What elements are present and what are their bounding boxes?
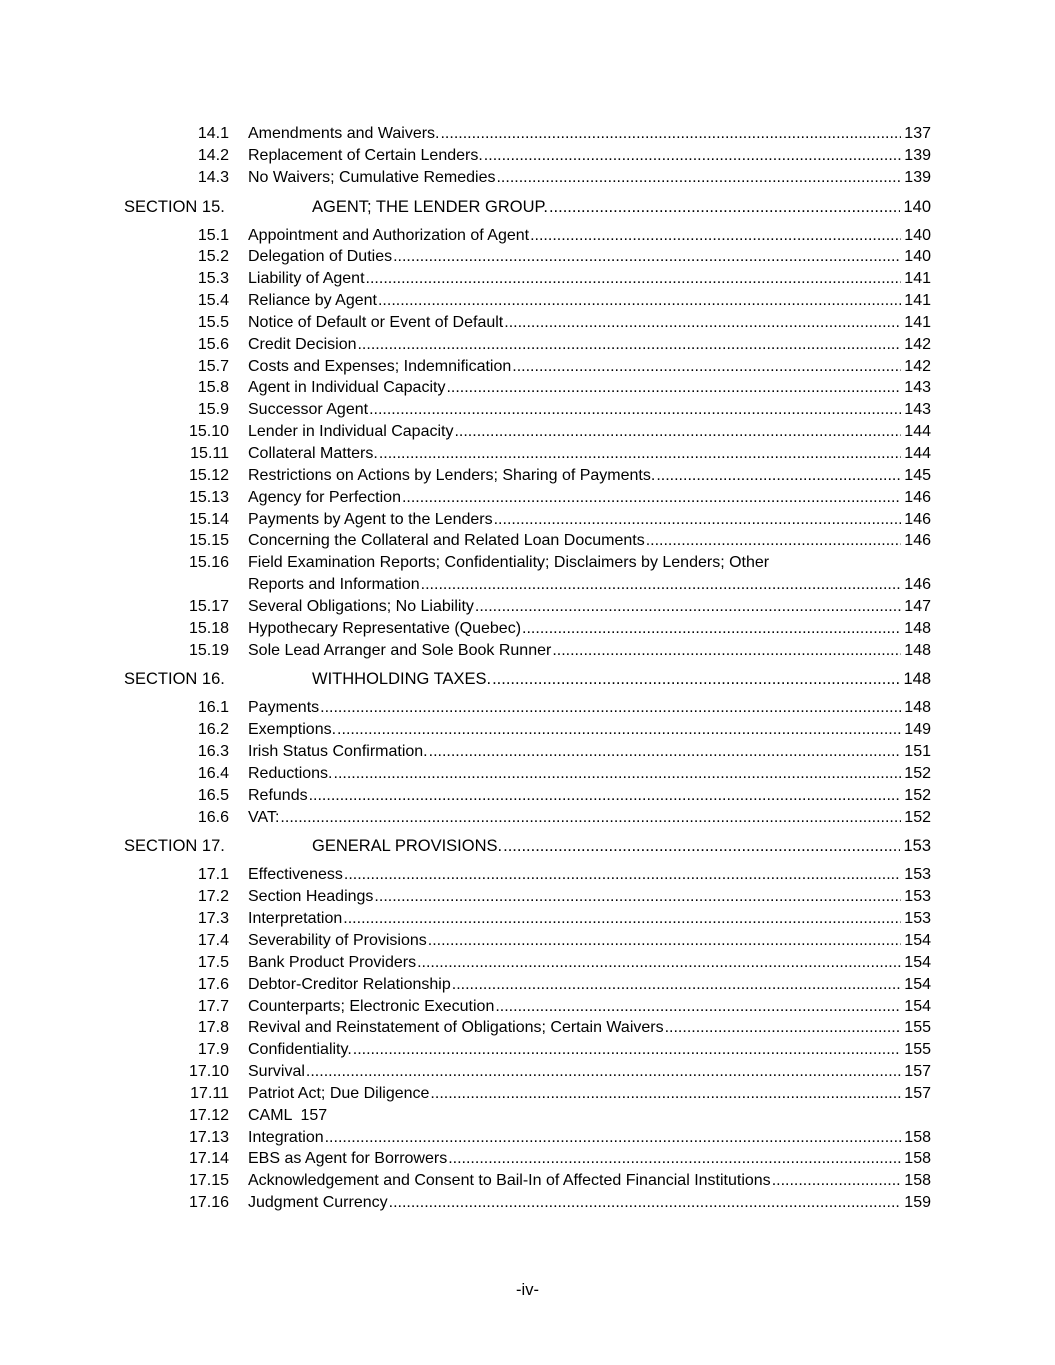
dot-leader [494,509,902,531]
toc-entry[interactable] [0,421,1055,443]
toc-entry-page: 153 [903,837,931,856]
toc-entry-line [312,666,931,692]
toc-entry-page: 151 [904,743,931,761]
toc-entry-line [248,225,931,247]
toc-entry-title: Effectiveness [248,866,343,884]
toc-entry-number: 17.4 [197,932,229,949]
toc-entry-line [248,509,931,531]
toc-entry-page: 153 [904,910,931,928]
toc-entry[interactable] [0,1017,1055,1039]
toc-entry[interactable] [0,741,1055,763]
toc-entry-title: Section Headings [248,888,374,906]
toc-entry-number: 17.5 [197,953,229,971]
toc-entry-line [248,443,931,465]
toc-entry-number: 17.7 [197,997,229,1015]
toc-entry-number: 17.12 [188,1106,229,1124]
toc-entry-line [248,487,931,509]
toc-entry-line [248,1017,931,1039]
toc-entry-title: Reductions. [248,764,333,782]
toc-entry-number: 17.14 [188,1150,229,1168]
dot-leader [306,1061,901,1083]
toc-entry-number: 15.17 [188,597,229,615]
toc-entry-page: 158 [904,1128,931,1146]
toc-entry-number: 17.10 [188,1063,229,1081]
toc-entry[interactable] [0,719,1055,741]
dot-leader [495,996,901,1018]
dot-leader [309,785,902,807]
toc-entry[interactable] [0,268,1055,290]
dot-leader [325,1127,902,1149]
toc-entry[interactable] [0,552,1055,574]
toc-entry[interactable] [0,807,1055,829]
toc-entry-title: Refunds [248,786,308,804]
toc-entry-line [248,530,931,552]
toc-section-title: WITHHOLDING TAXES. [312,670,492,689]
toc-entry-line [248,996,931,1018]
toc-entry[interactable] [0,640,1055,662]
toc-entry-number: 17.16 [188,1194,229,1212]
toc-entry[interactable] [0,1105,1055,1127]
toc-entry-title: Payments by Agent to the Lenders [248,510,493,528]
toc-entry-line [248,596,931,618]
toc-entry-line [248,268,931,290]
toc-entry-line [248,145,931,167]
toc-entry[interactable] [0,509,1055,531]
toc-entry-page: 155 [904,1019,931,1037]
toc-entry-line [248,1039,931,1061]
toc-entry-line [248,785,931,807]
toc-entry[interactable] [0,1061,1055,1083]
toc-entry-number: 15.12 [188,466,229,484]
toc-entry-page: 146 [904,510,931,528]
toc-entry-title: Amendments and Waivers. [248,125,440,142]
toc-entry-title: Revival and Reinstatement of Obligations; Certain Waivers [248,1019,664,1037]
toc-entry-number: 17.15 [188,1172,229,1190]
toc-entry-line [248,167,931,189]
toc-entry-number: 17.8 [197,1019,229,1037]
toc-entry-title: Collateral Matters. [248,444,378,462]
toc-entry-number: 15.8 [197,379,229,397]
toc-entry[interactable] [0,530,1055,552]
dot-leader [440,123,901,145]
toc-entry-title: Lender in Individual Capacity [248,423,454,441]
toc-section-number: SECTION 17. [124,837,225,856]
toc-entry-line [248,864,931,886]
toc-entry-title: Field Examination Reports; Confidentiality; Disclaimers by Lenders; Other [248,554,770,572]
toc-entry[interactable] [0,1148,1055,1170]
toc-entry-page: 157 [904,1063,931,1081]
toc-entry-page: 153 [904,888,931,906]
dot-leader [334,763,902,785]
toc-entry[interactable] [0,596,1055,618]
dot-leader [772,1170,902,1192]
toc-entry-title: Confidentiality. [248,1041,352,1059]
toc-entry[interactable] [0,618,1055,640]
toc-entry-title: Sole Lead Arranger and Sole Book Runner [248,641,552,659]
toc-entry-page: 154 [904,997,931,1015]
toc-entry[interactable] [0,996,1055,1018]
toc-entry-title: Liability of Agent [248,270,365,288]
toc-entry-number: 15.19 [188,641,229,659]
toc-entry-title: No Waivers; Cumulative Remedies [248,168,496,186]
toc-entry-number: 15.9 [197,401,229,419]
toc-entry[interactable] [0,1127,1055,1149]
dot-leader [646,530,902,552]
toc-entry-title: CAML [248,1106,293,1124]
dot-leader [280,807,901,829]
toc-entry-number: 17.11 [190,1084,229,1102]
toc-entry-title: VAT: [248,808,280,826]
toc-entry-line [248,552,931,574]
toc-entry-page: 154 [904,975,931,993]
dot-leader [353,1039,902,1061]
toc-entry-page: 159 [904,1194,931,1212]
dot-leader [429,741,902,763]
toc-entry[interactable] [0,290,1055,312]
toc-entry-title: Bank Product Providers [248,953,417,971]
toc-entry-page: 141 [904,270,931,288]
toc-entry-number: 17.3 [197,910,229,928]
toc-entry-line [248,290,931,312]
toc-entry-title: Hypothecary Representative (Quebec) [248,619,522,637]
toc-entry-number: 15.13 [188,488,229,506]
toc-entry-page: 143 [904,401,931,419]
dot-leader [366,268,902,290]
toc-entry-title: Replacement of Certain Lenders. [248,146,483,164]
dot-leader [448,1148,901,1170]
toc-entry[interactable] [0,1192,1055,1214]
toc-entry-page: 152 [904,764,931,782]
toc-entry-line [248,1192,931,1214]
toc-entry-line [248,1061,931,1083]
dot-leader [378,290,901,312]
toc-entry[interactable] [0,930,1055,952]
toc-entry-line [248,952,931,974]
toc-entry-title: Notice of Default or Event of Default [248,313,504,331]
dot-leader [344,864,901,886]
toc-entry-title: Appointment and Authorization of Agent [248,226,530,244]
dot-leader [379,443,901,465]
toc-entry-line [248,421,931,443]
toc-entry-title: Judgment Currency [248,1194,388,1212]
toc-entry-title: Exemptions. [248,721,337,739]
toc-entry-line [248,377,931,399]
toc-entry-line [248,930,931,952]
toc-entry-line [248,697,931,719]
toc-entry-line [248,1148,931,1170]
toc-entry-title: Patriot Act; Due Diligence [248,1084,430,1102]
toc-entry-number: 15.6 [197,335,229,353]
toc-entry[interactable] [0,1170,1055,1192]
toc-entry-number: 17.2 [197,888,229,906]
toc-entry-title: Counterparts; Electronic Execution [248,997,495,1015]
toc-entry-number: 15.16 [188,554,229,572]
toc-entry-title: Costs and Expenses; Indemnification [248,357,512,375]
toc-entry[interactable] [0,145,1055,167]
toc-entry-page: 146 [904,576,931,594]
toc-entry-page: 140 [904,226,931,244]
dot-leader [446,377,901,399]
toc-entry-line [312,833,931,859]
toc-entry-number: 15.2 [197,248,229,266]
dot-leader [393,246,901,268]
toc-entry-line [248,465,931,487]
toc-entry-page: 152 [904,786,931,804]
dot-leader [357,334,901,356]
toc-entry-number: 15.4 [197,292,229,310]
toc-entry-title: Reports and Information [248,576,420,594]
toc-entry-page: 148 [903,670,931,689]
toc-entry-number: 15.11 [190,444,229,462]
dot-leader [389,1192,902,1214]
toc-entry-line [248,741,931,763]
toc-entry[interactable] [0,356,1055,378]
toc-entry[interactable] [0,864,1055,886]
toc-entry[interactable] [0,377,1055,399]
toc-section-title: GENERAL PROVISIONS. [312,837,503,856]
dot-leader [512,356,901,378]
toc-entry-line [248,1105,931,1127]
toc-entry-page: 140 [903,197,931,216]
dot-leader [503,833,900,859]
toc-entry[interactable] [0,487,1055,509]
toc-entry-title: Debtor-Creditor Relationship [248,975,451,993]
toc-entry[interactable] [0,785,1055,807]
toc-entry-number: 14.3 [197,168,229,186]
dot-leader [452,974,902,996]
toc-entry[interactable] [0,908,1055,930]
toc-entry-line [248,399,931,421]
toc-entry-line [248,246,931,268]
toc-entry-title: Severability of Provisions [248,932,427,949]
toc-entry[interactable] [0,763,1055,785]
dot-leader [496,167,901,189]
toc-entry-line [248,886,931,908]
toc-entry[interactable] [0,312,1055,334]
dot-leader [656,465,901,487]
toc-section-heading[interactable] [0,194,1055,220]
dot-leader [454,421,901,443]
toc-entry[interactable] [0,225,1055,247]
dot-leader [428,930,902,952]
dot-leader [421,574,902,596]
toc-entry[interactable] [0,1039,1055,1061]
toc-entry-line [248,719,931,741]
toc-entry-page: 148 [904,699,931,717]
toc-entry-number: 15.15 [188,532,229,550]
toc-entry-title: EBS as Agent for Borrowers [248,1150,448,1168]
toc-entry-number: 16.2 [197,721,229,739]
toc-entry-page: 141 [904,292,931,310]
toc-entry[interactable] [0,1083,1055,1105]
toc-entry-page: 158 [904,1150,931,1168]
toc-entry[interactable] [0,974,1055,996]
toc-entry-title: Several Obligations; No Liability [248,597,474,615]
dot-leader [549,194,901,220]
toc-entry-number: 15.7 [197,357,229,375]
toc-entry-page: 141 [904,313,931,331]
toc-entry[interactable] [0,334,1055,356]
toc-entry-page: 146 [904,488,931,506]
toc-entry[interactable] [0,443,1055,465]
toc-entry-title: Irish Status Confirmation. [248,743,428,761]
toc-entry-number: 17.6 [197,975,229,993]
toc-entry-page: 157 [300,1106,328,1124]
toc-entry-page: 142 [904,335,931,353]
toc-entry-line [248,334,931,356]
toc-entry-title: Agency for Perfection [248,488,401,506]
toc-entry-number: 15.14 [188,510,229,528]
toc-entry-page: 152 [904,808,931,826]
toc-entry-title: Credit Decision [248,335,357,353]
dot-leader [665,1017,902,1039]
toc-entry-page: 154 [904,953,931,971]
toc-entry-page: 153 [904,866,931,884]
toc-entry-number: 16.3 [197,743,229,761]
toc-entry-page: 158 [904,1172,931,1190]
toc-entry[interactable] [0,952,1055,974]
toc-entry-page: 143 [904,379,931,397]
toc-entry-page: 148 [904,619,931,637]
toc-entry-page: 154 [904,932,931,949]
toc-entry-page: 139 [904,146,931,164]
toc-entry-page: 147 [904,597,931,615]
toc-entry-title: Interpretation [248,910,343,928]
table-of-contents [0,123,1055,1214]
toc-entry[interactable] [0,246,1055,268]
toc-entry-line [248,356,931,378]
toc-section-heading[interactable] [0,666,1055,692]
toc-entry-number: 17.9 [197,1041,229,1059]
toc-entry-page: 146 [904,532,931,550]
toc-entry-number: 16.4 [197,764,229,782]
toc-entry-title: Acknowledgement and Consent to Bail-In of Affected Financial Institutions [248,1172,771,1190]
toc-section-heading[interactable] [0,833,1055,859]
toc-entry-line [248,908,931,930]
dot-leader [343,908,901,930]
toc-entry-page: 142 [904,357,931,375]
toc-entry-page: 139 [904,168,931,186]
toc-entry[interactable] [0,465,1055,487]
toc-entry-line [248,640,931,662]
toc-entry-title: Successor Agent [248,401,369,419]
dot-leader [402,487,901,509]
toc-entry-page: 157 [904,1084,931,1102]
toc-entry-number: 14.2 [197,146,229,164]
toc-entry-number: 17.1 [197,866,229,884]
toc-section-title: AGENT; THE LENDER GROUP. [312,197,548,216]
toc-entry[interactable] [0,886,1055,908]
dot-leader [492,666,900,692]
toc-entry-title: Payments [248,699,320,717]
toc-entry-number: 15.18 [188,619,229,637]
toc-entry-title: Reliance by Agent [248,292,377,310]
toc-entry-continuation[interactable] [0,574,1055,596]
page-number: -iv- [516,1281,539,1299]
toc-entry-number: 16.5 [197,786,229,804]
toc-section-number: SECTION 16. [124,670,225,689]
dot-leader [530,225,901,247]
dot-leader [522,618,901,640]
toc-entry-number: 15.10 [188,423,229,441]
toc-section-number: SECTION 15. [124,197,225,216]
toc-entry-page: 149 [904,721,931,739]
dot-leader [430,1083,901,1105]
toc-entry[interactable] [0,399,1055,421]
toc-entry-page: 144 [904,423,931,441]
toc-entry-line [248,807,931,829]
toc-entry-number: 15.5 [197,313,229,331]
toc-entry-line [248,1170,931,1192]
toc-entry-page: 137 [904,125,931,142]
toc-entry-line [248,312,931,334]
toc-entry-number: 16.6 [197,808,229,826]
toc-entry-line [248,574,931,596]
toc-entry-number: 16.1 [197,699,229,717]
toc-entry-line [248,974,931,996]
toc-entry-title: Restrictions on Actions by Lenders; Sharing of Payments. [248,466,656,484]
dot-leader [374,886,901,908]
toc-entry[interactable] [0,697,1055,719]
dot-leader [552,640,901,662]
toc-entry-title: Survival [248,1063,305,1081]
toc-entry-number: 14.1 [197,125,229,142]
toc-entry-title: Agent in Individual Capacity [248,379,446,397]
toc-entry-number: 15.1 [197,226,229,244]
dot-leader [320,697,901,719]
toc-entry-line [248,763,931,785]
toc-entry-number: 15.3 [197,270,229,288]
dot-leader [337,719,901,741]
dot-leader [484,145,902,167]
toc-entry-page: 148 [904,641,931,659]
toc-entry-title: Concerning the Collateral and Related Loan Documents [248,532,645,550]
toc-entry-line [248,123,931,145]
toc-entry[interactable] [0,123,1055,145]
toc-entry-title: Delegation of Duties [248,248,393,266]
toc-entry[interactable] [0,167,1055,189]
toc-entry-line [248,1127,931,1149]
toc-entry-line [312,194,931,220]
toc-entry-page: 140 [904,248,931,266]
toc-entry-line [248,1083,931,1105]
toc-entry-line [248,618,931,640]
toc-entry-title: Integration [248,1128,324,1146]
toc-entry-number: 17.13 [188,1128,229,1146]
toc-entry-page: 145 [904,466,931,484]
dot-leader [504,312,901,334]
dot-leader [475,596,901,618]
dot-leader [369,399,901,421]
toc-entry-page: 155 [904,1041,931,1059]
dot-leader [417,952,901,974]
toc-entry-page: 144 [904,444,931,462]
